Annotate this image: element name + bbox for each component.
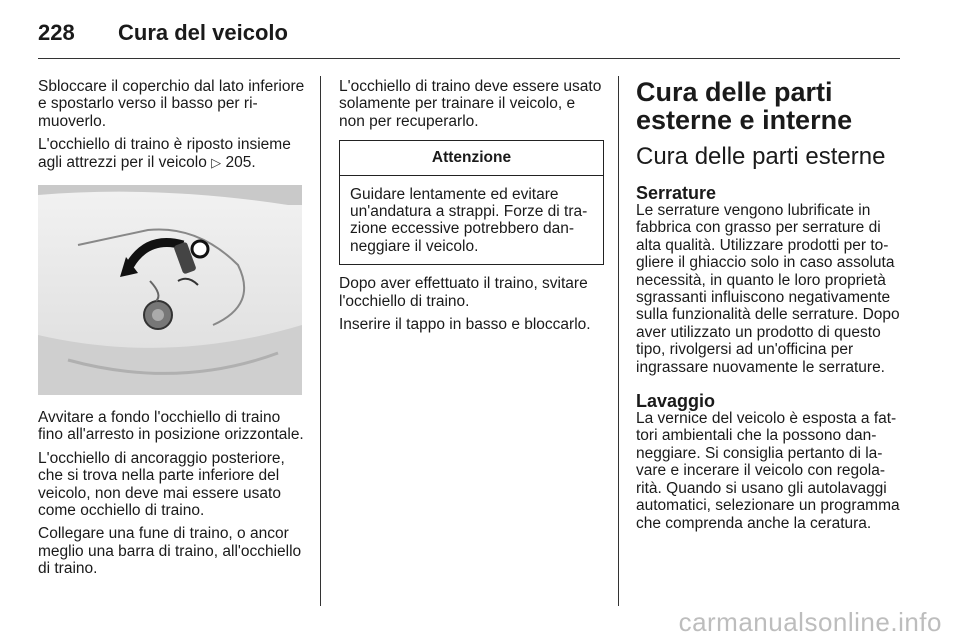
column-3 bbox=[636, 78, 902, 538]
paragraph: La vernice del veicolo è esposta a fattori ambientali che la possono danneggiare. Si consiglia pertanto di lavare e incerare il veicolo con regolarità. Quando si usano gli autolavaggi automatici, selezionare un programma che comprenda anche la ceratura. bbox=[636, 410, 900, 532]
column-divider bbox=[320, 76, 321, 606]
column-2 bbox=[339, 78, 604, 339]
tow-hook-illustration bbox=[38, 185, 302, 395]
topic-heading-serrature: Serrature bbox=[636, 183, 717, 203]
watermark: carmanualsonline.info bbox=[678, 607, 942, 637]
column-1 bbox=[38, 78, 306, 584]
paragraph: Avvitare a fondo l'occhiello di traino fino all'arresto in posizione orizzontale. bbox=[38, 409, 304, 444]
column-divider bbox=[618, 76, 619, 606]
page-reference-arrow-icon[interactable]: ▷ bbox=[211, 154, 222, 170]
paragraph: L'occhiello di ancoraggio posteriore, che si trova nella parte inferiore del veicolo, non deve mai essere usato come occhiello di traino. bbox=[38, 449, 285, 520]
paragraph-text: L'occhiello di traino è riposto insieme agli attrezzi per il veicolo bbox=[38, 136, 291, 171]
page-reference-number[interactable]: 205. bbox=[225, 153, 256, 171]
page-number: 228 bbox=[38, 20, 75, 45]
warning-title: Attenzione bbox=[340, 141, 603, 175]
page-header bbox=[38, 18, 900, 59]
paragraph: Sbloccare il coperchio dal lato inferiore e spostarlo verso il basso per rimuoverlo. bbox=[38, 78, 305, 130]
paragraph: L'occhiello di traino deve essere usato solamente per trainare il veicolo, e non per recuperarlo. bbox=[339, 78, 602, 130]
page-title: Cura del veicolo bbox=[118, 20, 288, 45]
paragraph bbox=[38, 136, 306, 171]
topic-heading-lavaggio: Lavaggio bbox=[636, 391, 716, 412]
paragraph: Collegare una fune di traino, o ancor meglio una barra di traino, all'occhiello di traino. bbox=[38, 525, 302, 578]
warning-body: Guidare lentamente ed evitare un'andatura a strappi. Forze di trazione eccessive potrebbero danneggiare il veicolo. bbox=[350, 185, 588, 255]
paragraph: Le serrature vengono lubrificate in fabbrica con grasso per serrature di alta qualità. Utilizzare prodotti per togliere il ghiaccio solo in caso assoluta necessità, in quanto le loro proprietà sgrassanti influiscono negativamente sulla funzionalità delle serrature. Dopo aver utilizzato un prodotto di questo tipo, rivolgersi ad un'officina per ingrassare nuovamente le serrature. bbox=[636, 202, 900, 376]
subsection-heading: Cura delle parti esterne bbox=[636, 143, 886, 170]
warning-box bbox=[339, 140, 604, 265]
section-heading: Cura delle parti esterne e interne bbox=[636, 77, 853, 135]
paragraph: Dopo aver effettuato il traino, svitare l'occhiello di traino. bbox=[339, 275, 588, 310]
paragraph: Inserire il tappo in basso e bloccarlo. bbox=[339, 316, 591, 334]
